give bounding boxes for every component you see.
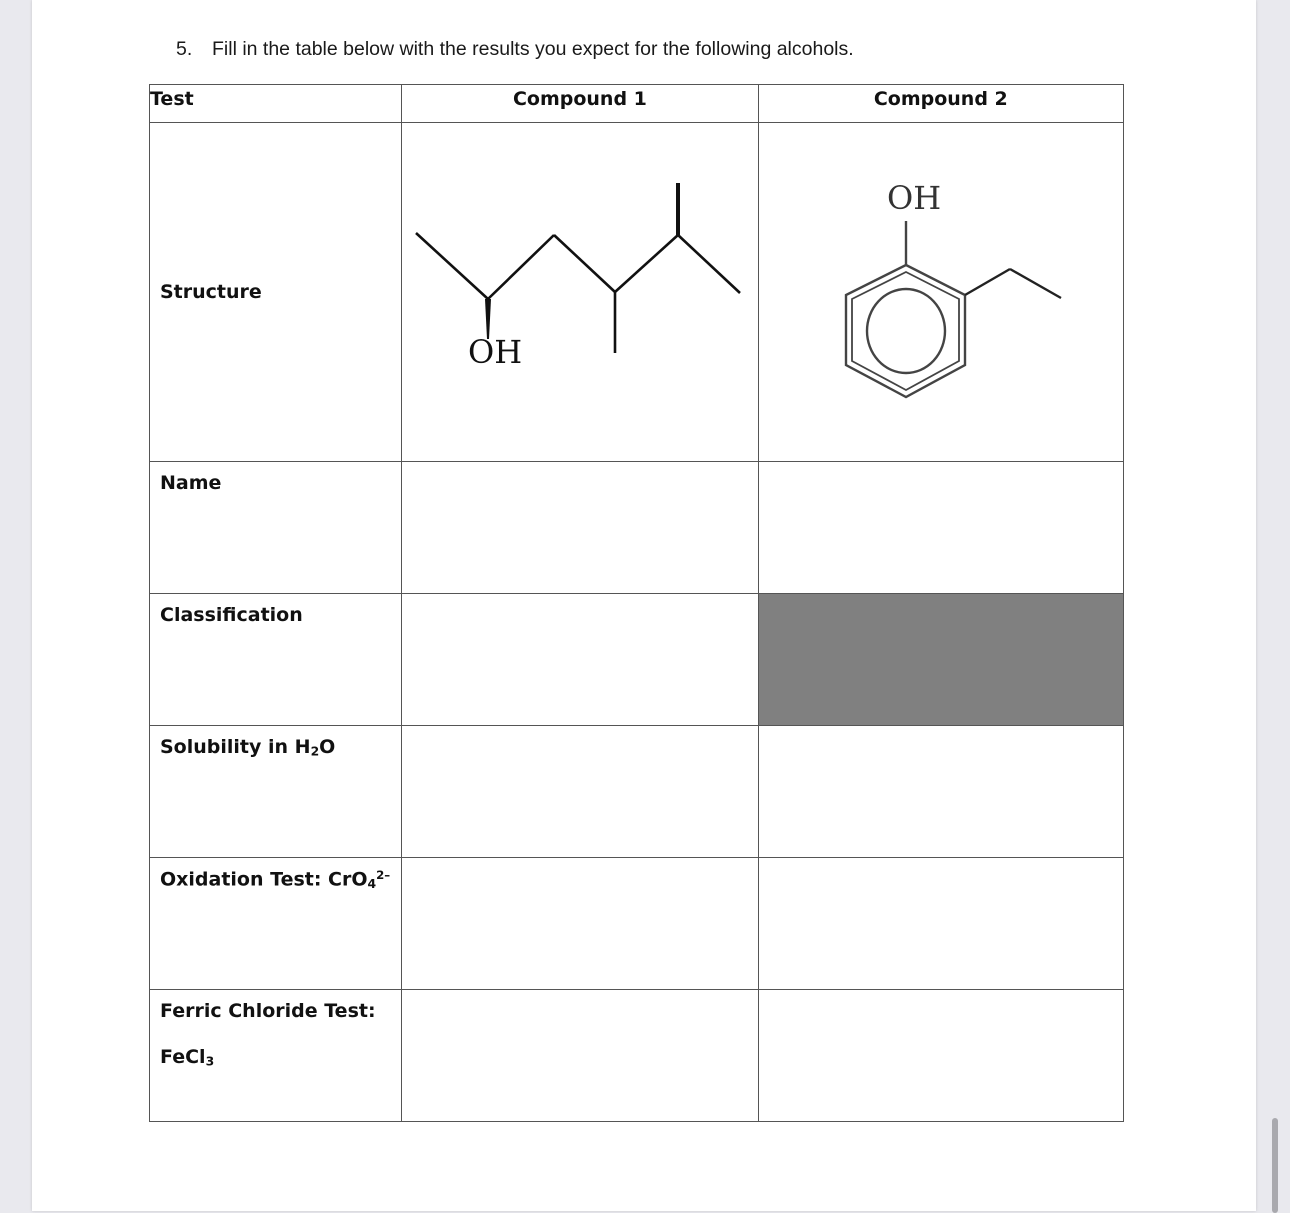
compound-1-name-cell[interactable] <box>402 462 758 594</box>
compound-1-skeletal-formula <box>402 123 758 461</box>
compound-1-oh-label: OH <box>468 333 523 371</box>
fecl3-prefix: FeCl <box>160 1046 206 1068</box>
solubility-label-subscript: 2 <box>310 744 320 759</box>
header-compound-2: Compound 2 <box>758 85 1123 123</box>
compound-2-ferric-chloride-cell[interactable] <box>758 990 1123 1122</box>
ferric-chloride-label-line2 <box>160 1046 401 1068</box>
question-body: Fill in the table below with the results you expect for the following alcohols. <box>212 38 854 60</box>
solubility-label-prefix: Solubility in H <box>160 736 311 758</box>
classification-row <box>150 594 1124 726</box>
compound-1-oxidation-cell[interactable] <box>402 858 758 990</box>
solubility-label-suffix: O <box>319 736 336 758</box>
question-text <box>176 38 854 61</box>
name-label: Name <box>150 462 402 594</box>
header-compound-1: Compound 1 <box>402 85 758 123</box>
oxidation-label <box>150 858 402 990</box>
compound-2-classification-shaded-cell <box>758 594 1123 726</box>
oxidation-label-subscript: 4 <box>367 876 377 891</box>
solubility-row <box>150 726 1124 858</box>
solubility-label <box>150 726 402 858</box>
ferric-chloride-label <box>150 990 402 1122</box>
question-number: 5. <box>176 38 193 60</box>
fecl3-subscript: 3 <box>205 1054 215 1069</box>
vertical-scrollbar[interactable] <box>1272 1118 1278 1213</box>
compound-2-structure <box>758 123 1123 462</box>
structure-row <box>150 123 1124 462</box>
results-table <box>149 84 1124 1122</box>
compound-1-ferric-chloride-cell[interactable] <box>402 990 758 1122</box>
classification-label: Classification <box>150 594 402 726</box>
compound-2-oxidation-cell[interactable] <box>758 858 1123 990</box>
compound-1-structure <box>402 123 758 462</box>
compound-2-oh-label: OH <box>886 179 941 217</box>
oxidation-label-superscript: 2– <box>376 868 391 882</box>
structure-label: Structure <box>150 123 402 462</box>
header-row <box>150 85 1124 123</box>
name-row <box>150 462 1124 594</box>
header-test: Test <box>150 85 402 123</box>
compound-2-skeletal-formula <box>759 123 1124 461</box>
oxidation-row <box>150 858 1124 990</box>
oxidation-label-prefix: Oxidation Test: CrO <box>160 868 368 891</box>
compound-1-solubility-cell[interactable] <box>402 726 758 858</box>
ferric-chloride-row <box>150 990 1124 1122</box>
compound-2-solubility-cell[interactable] <box>758 726 1123 858</box>
ferric-chloride-label-line1: Ferric Chloride Test: <box>160 1000 376 1022</box>
compound-2-name-cell[interactable] <box>758 462 1123 594</box>
compound-1-classification-cell[interactable] <box>402 594 758 726</box>
